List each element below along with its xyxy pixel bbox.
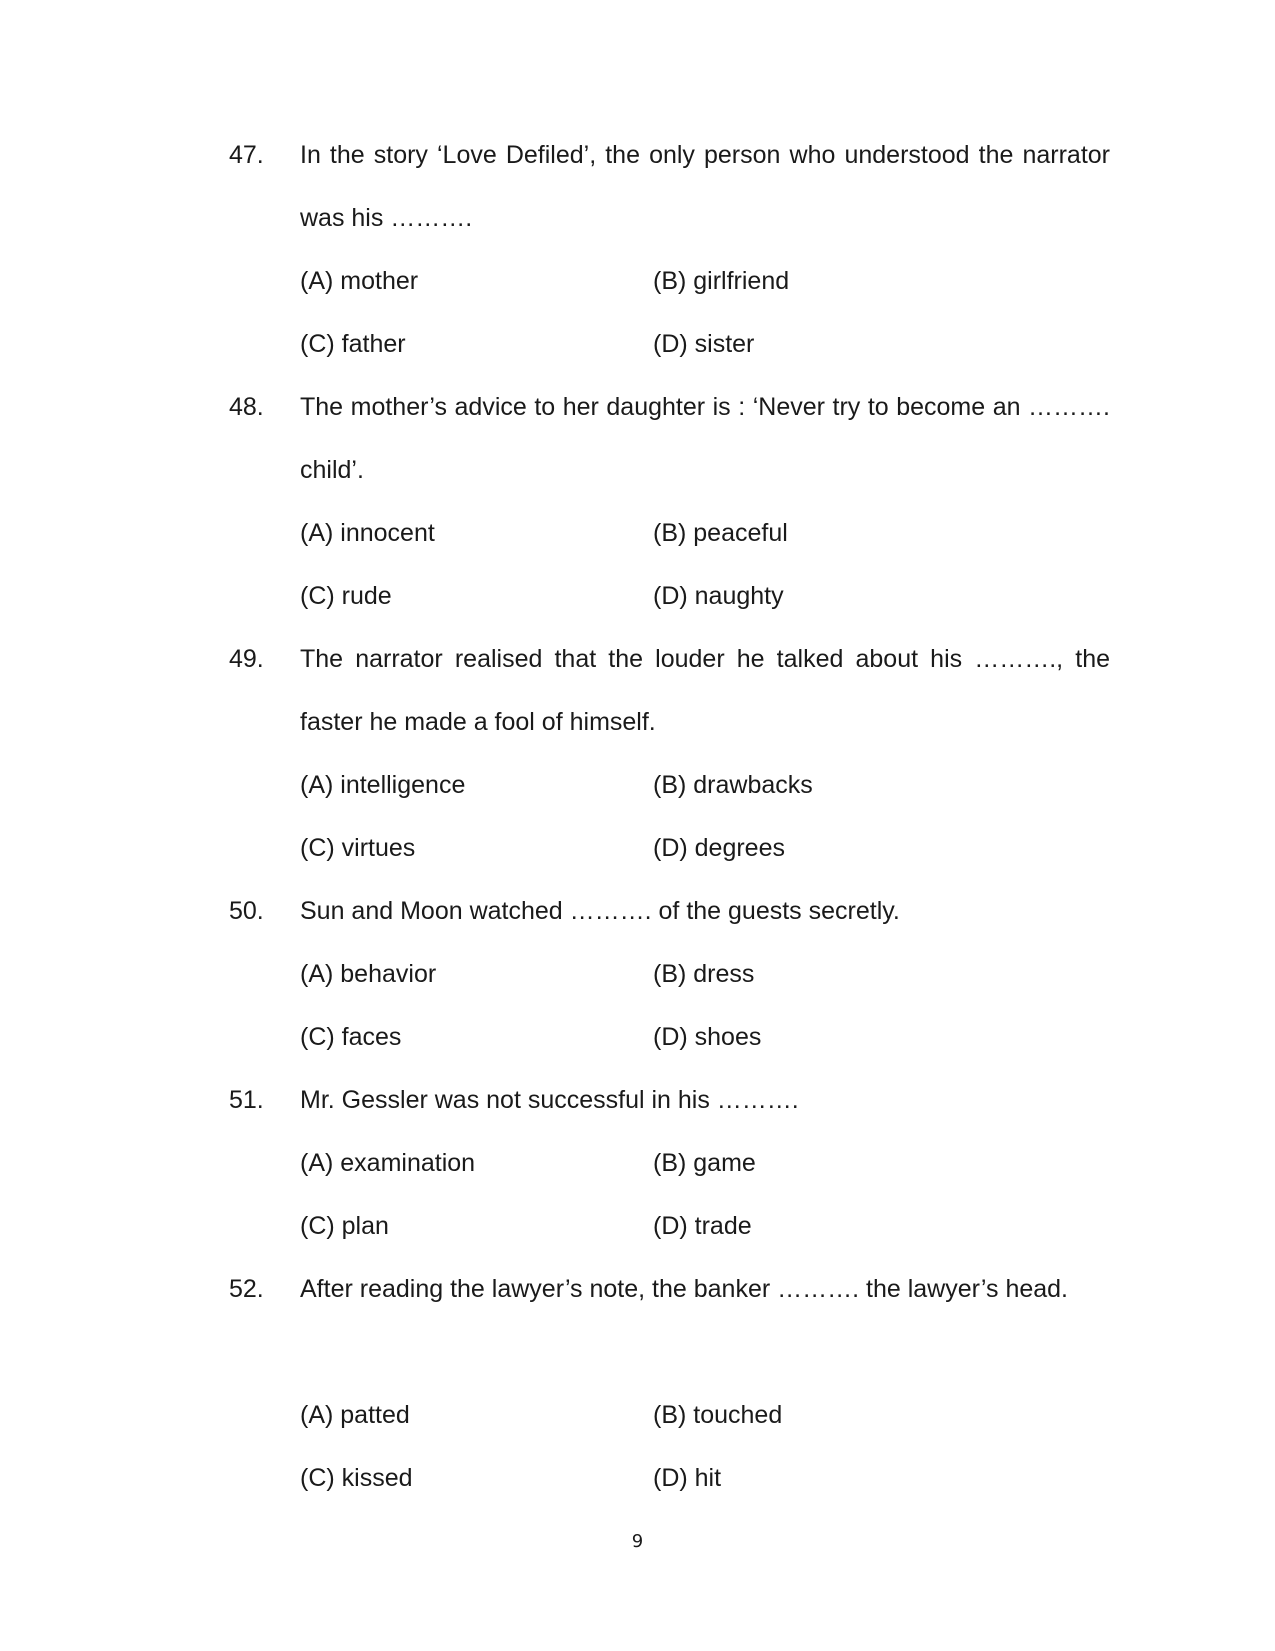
question-number: 49. xyxy=(229,645,264,673)
question-number: 51. xyxy=(229,1086,264,1114)
option-c: (C) virtues xyxy=(300,834,416,862)
option-a: (A) examination xyxy=(300,1149,476,1177)
option-a: (A) behavior xyxy=(300,960,437,988)
option-d: (D) trade xyxy=(653,1212,752,1240)
question-number: 47. xyxy=(229,141,264,169)
option-c: (C) plan xyxy=(300,1212,389,1240)
option-d: (D) sister xyxy=(653,330,755,358)
option-d: (D) degrees xyxy=(653,834,785,862)
option-b: (B) game xyxy=(653,1149,756,1177)
option-b: (B) dress xyxy=(653,960,755,988)
option-c: (C) rude xyxy=(300,582,392,610)
option-d: (D) naughty xyxy=(653,582,784,610)
option-a: (A) innocent xyxy=(300,519,435,547)
option-b: (B) peaceful xyxy=(653,519,788,547)
option-b: (B) girlfriend xyxy=(653,267,790,295)
page-number: 9 xyxy=(631,1531,644,1552)
question-text: Sun and Moon watched ………. of the guests secretly. xyxy=(300,897,900,925)
question-text: The mother’s advice to her daughter is : ‘Never try to become an ………. child’. xyxy=(300,393,1110,484)
option-b: (B) touched xyxy=(653,1401,783,1429)
question-number: 48. xyxy=(229,393,264,421)
option-c: (C) faces xyxy=(300,1023,402,1051)
option-d: (D) shoes xyxy=(653,1023,762,1051)
question-number: 50. xyxy=(229,897,264,925)
option-c: (C) father xyxy=(300,330,406,358)
option-b: (B) drawbacks xyxy=(653,771,813,799)
option-a: (A) patted xyxy=(300,1401,410,1429)
question-number: 52. xyxy=(229,1275,264,1303)
option-a: (A) intelligence xyxy=(300,771,466,799)
question-text: In the story ‘Love Defiled’, the only person who understood the narrator was his ………. xyxy=(300,141,1110,232)
option-d: (D) hit xyxy=(653,1464,722,1492)
option-a: (A) mother xyxy=(300,267,419,295)
question-text: After reading the lawyer’s note, the banker ………. the lawyer’s head. xyxy=(300,1275,1069,1303)
option-c: (C) kissed xyxy=(300,1464,413,1492)
question-text: The narrator realised that the louder he talked about his ………., the faster he made a fool of himself. xyxy=(300,645,1110,736)
question-text: Mr. Gessler was not successful in his ………. xyxy=(300,1086,799,1114)
